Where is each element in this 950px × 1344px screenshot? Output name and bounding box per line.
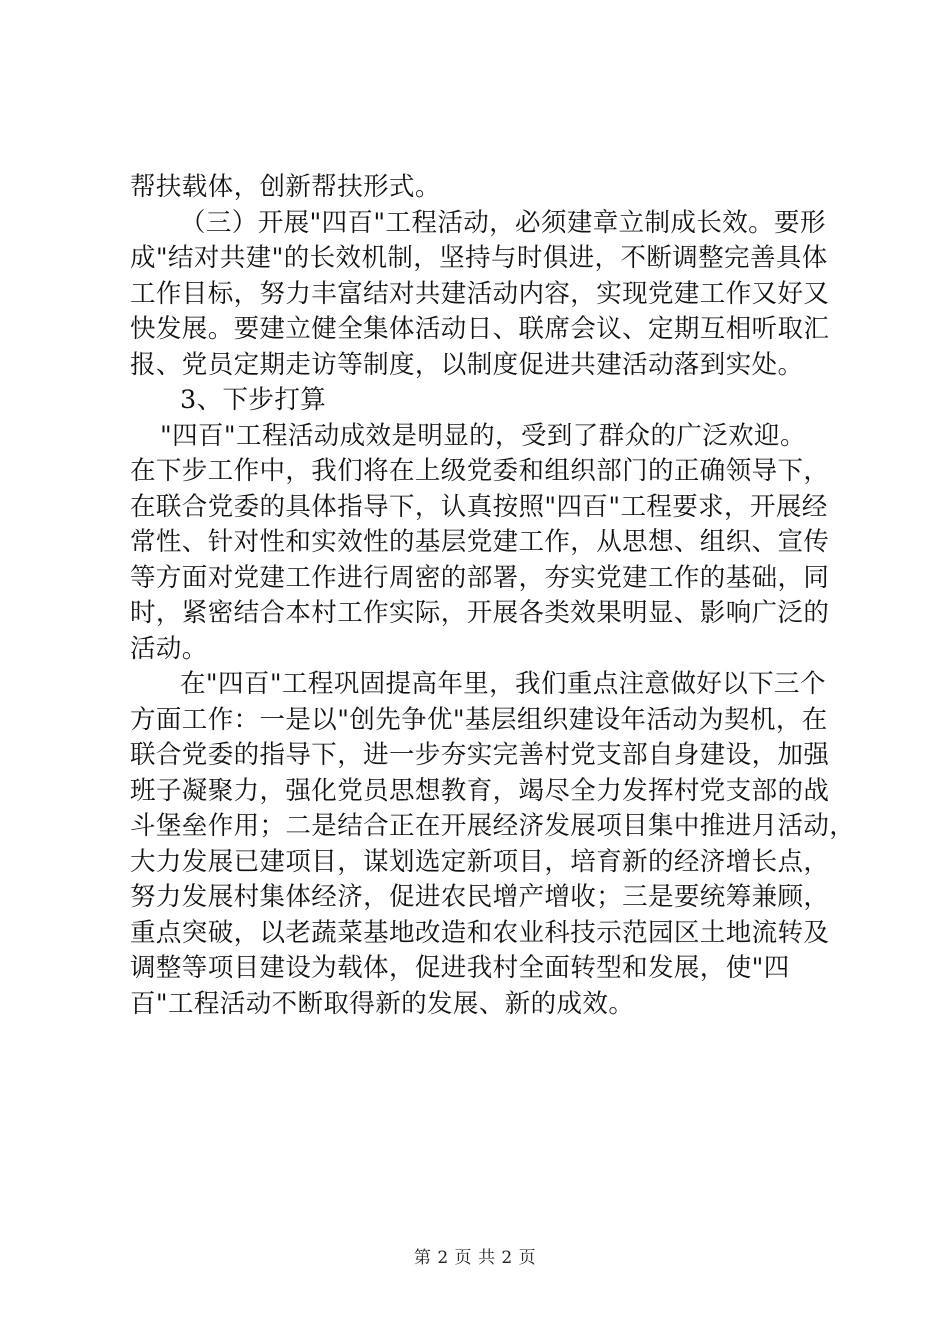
text-line: （三）开展"四百"工程活动，必须建章立制成长效。要形 xyxy=(180,207,826,238)
text-line: 帮扶载体，创新帮扶形式。 xyxy=(130,172,441,202)
text-line: 工作目标，努力丰富结对共建活动内容，实现党建工作又好又 xyxy=(130,278,830,309)
text-line: 活动。 xyxy=(130,633,208,664)
text-line: 联合党委的指导下，进一步夯实完善村党支部自身建设，加强 xyxy=(130,740,830,770)
text-line: 成"结对共建"的长效机制，坚持与时俱进，不断调整完善具体 xyxy=(130,243,828,273)
text-line: 常性、针对性和实效性的基层党建工作，从思想、组织、宣传 xyxy=(130,527,830,557)
text-line: 在"四百"工程巩固提高年里，我们重点注意做好以下三个 xyxy=(180,669,826,699)
text-line: 重点突破，以老蔬菜基地改造和农业科技示范园区土地流转及 xyxy=(130,917,830,948)
text-line: 快发展。要建立健全集体活动日、联席会议、定期互相听取汇 xyxy=(130,314,830,344)
text-line: 方面工作：一是以"创先争优"基层组织建设年活动为契机，在 xyxy=(130,704,828,735)
text-line: "四百"工程活动成效是明显的，受到了群众的广泛欢迎。 xyxy=(160,420,806,451)
text-line: 大力发展已建项目，谋划选定新项目，培育新的经济增长点， xyxy=(130,846,830,877)
text-line: 百"工程活动不断取得新的发展、新的成效。 xyxy=(130,988,635,1019)
text-line: 努力发展村集体经济，促进农民增产增收；三是要统筹兼顾， xyxy=(130,882,830,912)
text-line: 报、党员定期走访等制度，以制度促进共建活动落到实处。 xyxy=(130,349,804,380)
text-line: 时，紧密结合本村工作实际，开展各类效果明显、影响广泛的 xyxy=(130,598,830,628)
text-line: 在下步工作中，我们将在上级党委和组织部门的正确领导下， xyxy=(130,456,830,486)
text-line: 调整等项目建设为载体，促进我村全面转型和发展，使"四 xyxy=(130,953,790,983)
text-line: 等方面对党建工作进行周密的部署，夯实党建工作的基础，同 xyxy=(130,562,830,593)
text-line: 斗堡垒作用；二是结合正在开展经济发展项目集中推进月活动， xyxy=(130,811,856,841)
text-line: 班子凝聚力，强化党员思想教育，竭尽全力发挥村党支部的战 xyxy=(130,775,830,806)
section-heading: 3、下步打算 xyxy=(180,385,327,415)
page-number-footer: 第 2 页 共 2 页 xyxy=(413,1248,537,1268)
document-body xyxy=(130,170,856,1022)
text-line: 在联合党委的具体指导下，认真按照"四百"工程要求，开展经 xyxy=(130,491,828,522)
